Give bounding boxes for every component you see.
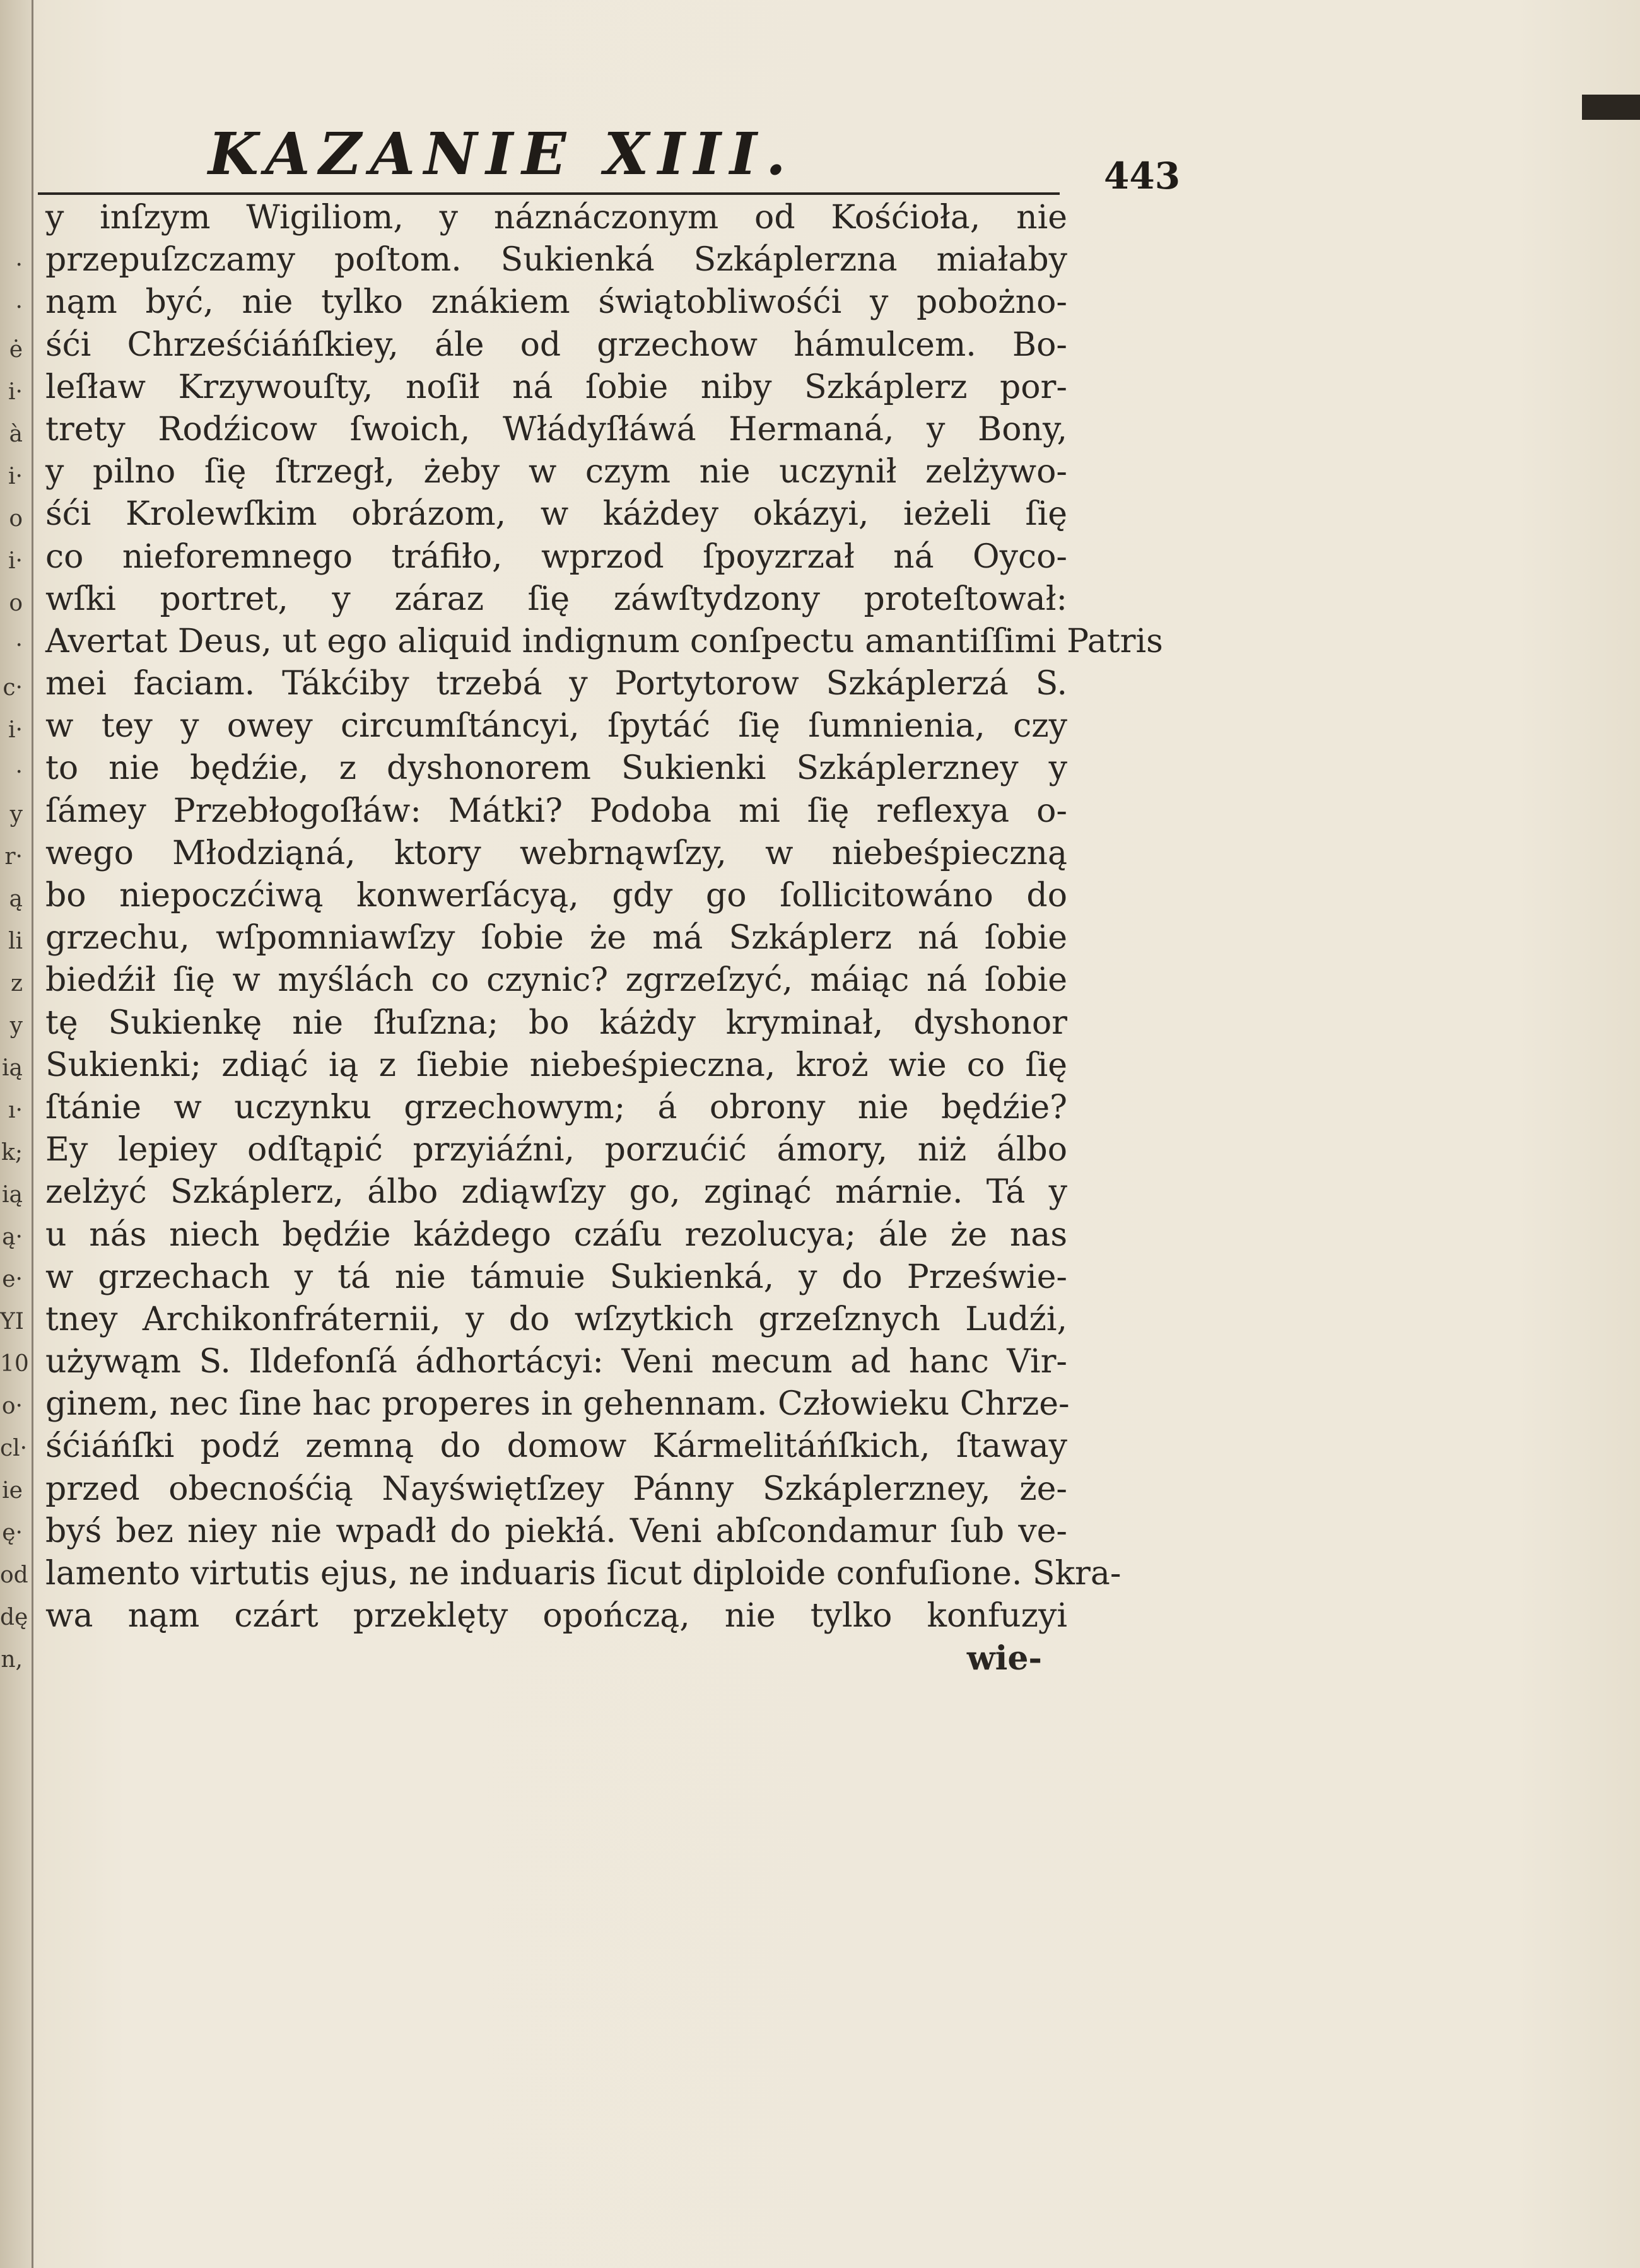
text-line: lamento virtutis ejus, ne induaris ſicut diploide confuſione. Skra- — [45, 1555, 1122, 1593]
margin-fragment: ią — [2, 1182, 23, 1208]
text-line: bo niepoczćiwą konwerſácyą, gdy go ſollicitowáno do — [45, 877, 1067, 915]
page-header — [50, 120, 1181, 197]
header-rule — [38, 192, 1060, 195]
margin-fragment — [0, 202, 25, 244]
text-line: co nieforemnego tráfiło, wprzod ſpoyzrzał ná Oyco- — [45, 537, 1067, 576]
text-line: śći Krolewſkim obrázom, w káżdey okázyi, ieżeli ſię — [45, 495, 1067, 534]
text-line: tney Archikonfráternii, y do wſzytkich grzeſznych Ludźi, — [45, 1300, 1067, 1338]
text-line: y inſzym Wigiliom, y náznáczonym od Kośćioła, nie — [45, 199, 1067, 237]
text-line: Sukienki; zdiąć ią z ſiebie niebeśpieczna, kroż wie co ſię — [45, 1046, 1067, 1084]
text-line: biedźił ſię w myślách co czynic? zgrzeſzyć, máiąc ná ſobie — [45, 961, 1067, 1000]
margin-fragment: · — [15, 759, 23, 785]
page-edge-tab — [1582, 95, 1640, 120]
text-line: w tey y owey circumſtáncyi, ſpytáć ſię ſumnienia, czy — [45, 707, 1067, 745]
page-number: 443 — [1104, 155, 1181, 197]
margin-fragment: c· — [3, 675, 23, 701]
text-line: tę Sukienkę nie ſłuſzna; bo káżdy kryminał, dyshonor — [45, 1003, 1067, 1042]
previous-page-margin — [0, 202, 29, 1681]
margin-fragment: i· — [8, 379, 23, 405]
text-line: zelżyć Szkáplerz, álbo zdiąwſzy go, zginąć márnie. Tá y — [45, 1173, 1067, 1212]
margin-fragment: e· — [2, 1266, 23, 1292]
margin-fragment: · — [15, 295, 23, 320]
margin-fragment: à — [9, 421, 23, 447]
text-line: ſtánie w uczynku grzechowym; á obrony nie będźie? — [45, 1088, 1067, 1126]
text-line: Avertat Deus, ut ego aliquid indignum conſpectu amantiſſimi Patris — [45, 622, 1163, 660]
text-line: mei faciam. Tákćiby trzebá y Portytorow Szkáplerzá S. — [45, 665, 1067, 703]
text-line: wſki portret, y záraz ſię záwſtydzony proteſtował: — [45, 580, 1067, 618]
margin-fragment: n, — [1, 1647, 23, 1673]
margin-fragment: r· — [4, 844, 23, 870]
margin-fragment: k; — [1, 1140, 23, 1166]
text-line: w grzechach y tá nie támuie Sukienká, y do Prześwie- — [45, 1258, 1067, 1296]
text-line: nąm być, nie tylko znákiem świątobliwośći y pobożno- — [45, 283, 1067, 322]
margin-fragment: · — [15, 633, 23, 658]
margin-fragment: cl· — [0, 1435, 28, 1461]
margin-fragment: ią — [2, 1055, 23, 1081]
running-title: KAZANIE XIII. — [208, 120, 795, 188]
margin-fragment: i· — [8, 548, 23, 574]
margin-fragment: y — [9, 802, 23, 827]
margin-fragment: ą· — [2, 1224, 23, 1250]
text-line: to nie będźie, z dyshonorem Sukienki Szkáplerzney y — [45, 749, 1067, 788]
margin-fragment: o — [9, 590, 23, 616]
body-text — [45, 197, 1163, 1680]
text-line: ſámey Przebłogoſłáw: Mátki? Podoba mi ſię reflexya o- — [45, 792, 1067, 830]
margin-fragment: · — [15, 252, 23, 278]
margin-fragment: ę· — [2, 1520, 23, 1546]
margin-fragment: ą — [9, 886, 23, 912]
margin-fragment: YI — [0, 1309, 24, 1335]
text-line: u nás niech będźie káżdego czáſu rezolucya; ále że nas — [45, 1215, 1067, 1254]
text-line: ginem, nec ſine hac properes in gehennam. Człowieku Chrze- — [45, 1385, 1070, 1423]
text-line: śćiáńſki podź zemną do domow Kármelitáńſkich, ſtaway — [45, 1427, 1067, 1466]
previous-page-edge — [0, 0, 33, 2268]
text-line: byś bez niey nie wpadł do piekłá. Veni abſcondamur ſub ve- — [45, 1512, 1067, 1550]
text-line: y pilno ſię ſtrzegł, żeby w czym nie uczynił zelżywo- — [45, 453, 1067, 491]
margin-fragment: y — [9, 1013, 23, 1039]
margin-fragment: ie — [2, 1478, 23, 1504]
margin-fragment: ı· — [8, 1097, 23, 1123]
margin-fragment: o· — [1, 1393, 23, 1419]
margin-fragment: i· — [8, 717, 23, 743]
text-line: przepuſzczamy poſtom. Sukienká Szkáplerzna miałaby — [45, 241, 1067, 279]
text-line: grzechu, wſpomniawſzy ſobie że má Szkáplerz ná ſobie — [45, 919, 1067, 957]
margin-fragment: i· — [8, 464, 23, 489]
text-line: leſław Krzywouſty, noſił ná ſobie niby Szkáplerz por- — [45, 368, 1067, 406]
text-line: trety Rodźicow ſwoich, Włádyſłáwá Hermaná, y Bony, — [45, 410, 1067, 448]
margin-fragment: ė — [9, 337, 23, 363]
text-line: używąm S. Ildefonſá ádhortácyi: Veni mecum ad hanc Vir- — [45, 1343, 1067, 1381]
margin-fragment: li — [8, 928, 23, 954]
margin-fragment: z — [11, 971, 23, 997]
text-line: wego Młodziąná, ktory webrnąwſzy, w niebeśpieczną — [45, 834, 1067, 872]
text-line: Ey lepiey odſtąpić przyiáźni, porzućić ámory, niż álbo — [45, 1131, 1067, 1169]
catchword: wie- — [966, 1639, 1042, 1678]
text-line: wa nąm czárt przeklęty opończą, nie tylko konfuzyi — [45, 1597, 1067, 1635]
text-line: śći Chrześćiáńſkiey, ále od grzechow hámulcem. Bo- — [45, 325, 1067, 364]
text-line: przed obecnośćią Nayświętſzey Pánny Szkáplerzney, że- — [45, 1470, 1067, 1508]
margin-fragment: 10 — [0, 1351, 29, 1377]
margin-fragment: od — [0, 1562, 28, 1588]
margin-fragment: o — [9, 506, 23, 532]
margin-fragment: dę — [0, 1605, 28, 1630]
